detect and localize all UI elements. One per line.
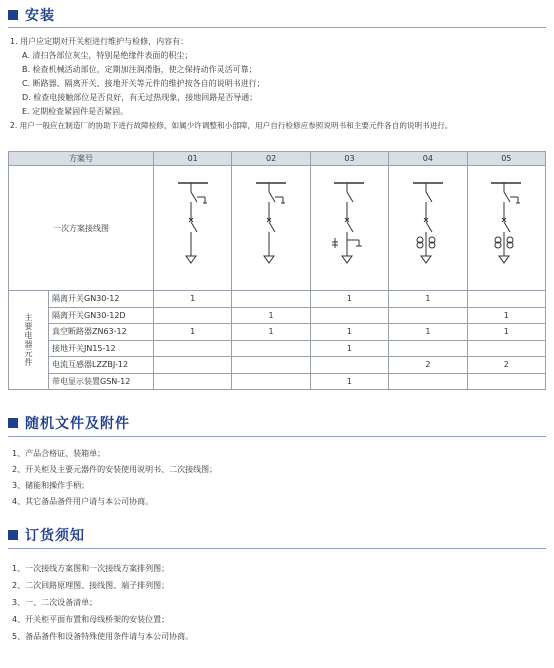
wiring-diagram-04-icon [398, 178, 458, 278]
section-divider [8, 548, 546, 549]
table-row [9, 357, 546, 374]
ordering-item: 3、一、二次设备清单； [12, 598, 98, 607]
qty-cell [467, 340, 545, 357]
qty-cell [154, 307, 232, 324]
qty-cell [467, 291, 545, 308]
qty-cell: 1 [467, 324, 545, 341]
documents-item: 1、产品合格证、装箱单； [12, 449, 106, 458]
documents-item: 2、开关柜及主要元器件的安装使用说明书、二次接线图； [12, 465, 218, 474]
scheme-number: 03 [310, 152, 388, 166]
scheme-number: 04 [389, 152, 467, 166]
wiring-diagram-01 [154, 166, 232, 291]
qty-cell [310, 307, 388, 324]
component-name: 带电显示装置GSN-12 [49, 373, 154, 390]
diagram-row [9, 166, 546, 291]
ordering-item: 5、备品备件和设备特殊使用条件请与本公司协商。 [12, 632, 194, 641]
qty-cell [232, 291, 310, 308]
qty-cell: 2 [467, 357, 545, 374]
qty-cell [232, 340, 310, 357]
ordering-item: 2、二次回路原理图、接线图、端子排列图； [12, 581, 170, 590]
component-name: 接地开关JN15-12 [49, 340, 154, 357]
install-subitem: E. 定期检查紧固件是否紧固。 [22, 107, 129, 116]
wiring-diagram-03-icon [319, 178, 379, 278]
qty-cell [154, 340, 232, 357]
install-subitem: A. 清扫各部位灰尘，特别是绝缘件表面的积尘； [22, 51, 193, 60]
qty-cell [232, 373, 310, 390]
section-ordering-heading [8, 524, 85, 546]
install-subitem: C. 断路器、隔离开关、接地开关等元件的维护按各自的说明书进行； [22, 79, 265, 88]
wiring-diagram-04 [389, 166, 467, 291]
wiring-diagram-02-icon [241, 178, 301, 278]
qty-cell: 1 [310, 373, 388, 390]
qty-cell [154, 373, 232, 390]
qty-cell [232, 357, 310, 374]
scheme-table [8, 151, 546, 390]
table-row [9, 291, 546, 308]
scheme-number: 05 [467, 152, 545, 166]
qty-cell [154, 357, 232, 374]
scheme-number: 02 [232, 152, 310, 166]
section-title: 安装 [25, 8, 55, 24]
install-item-2: 2. 用户一般应在制造厂的协助下进行故障检修，如属少许调整和小部障，用户自行检修应参照说明书和主要元件各自的说明书进行。 [10, 121, 453, 130]
documents-item: 4、其它备品备件用户请与本公司协商。 [12, 497, 154, 506]
table-row [9, 324, 546, 341]
section-title: 订货须知 [25, 528, 85, 544]
install-subitem: B. 检查机械活动部位，定期加注润滑脂，使之保持动作灵活可靠； [22, 65, 257, 74]
ordering-item: 1、一次接线方案图和一次接线方案排列图； [12, 564, 170, 573]
qty-cell: 2 [389, 357, 467, 374]
component-name: 真空断路器ZN63-12 [49, 324, 154, 341]
qty-cell [389, 340, 467, 357]
square-bullet-icon [8, 10, 18, 20]
component-name: 电流互感器LZZBJ-12 [49, 357, 154, 374]
section-divider [8, 27, 546, 28]
qty-cell [389, 307, 467, 324]
square-bullet-icon [8, 530, 18, 540]
wiring-diagram-05-icon [476, 178, 536, 278]
square-bullet-icon [8, 418, 18, 428]
qty-cell: 1 [310, 324, 388, 341]
qty-cell [310, 357, 388, 374]
qty-cell [389, 373, 467, 390]
qty-cell: 1 [310, 291, 388, 308]
qty-cell: 1 [389, 324, 467, 341]
wiring-diagram-03 [310, 166, 388, 291]
qty-cell: 1 [389, 291, 467, 308]
ordering-item: 4、开关柜平面布置和母线桥架的安装位置； [12, 615, 170, 624]
wiring-diagram-01-icon [163, 178, 223, 278]
qty-cell [467, 373, 545, 390]
header-label: 方案号 [9, 152, 154, 166]
qty-cell: 1 [154, 324, 232, 341]
table-row [9, 340, 546, 357]
group-label: 主要电器元件 [9, 291, 49, 390]
table-row [9, 373, 546, 390]
wiring-diagram-05 [467, 166, 545, 291]
qty-cell: 1 [467, 307, 545, 324]
table-row [9, 307, 546, 324]
documents-item: 3、储能和操作手柄； [12, 481, 90, 490]
section-documents-heading [8, 412, 130, 434]
qty-cell: 1 [232, 307, 310, 324]
install-subitem: D. 检查电接触部位是否良好，有无过热现象，接地回路是否导通； [22, 93, 258, 102]
qty-cell: 1 [154, 291, 232, 308]
scheme-number: 01 [154, 152, 232, 166]
component-name: 隔离开关GN30-12 [49, 291, 154, 308]
section-title: 随机文件及附件 [25, 416, 130, 432]
table-header-row [9, 152, 546, 166]
diagram-label: 一次方案接线图 [9, 166, 154, 291]
component-name: 隔离开关GN30-12D [49, 307, 154, 324]
qty-cell: 1 [232, 324, 310, 341]
section-install-heading [8, 4, 55, 26]
section-divider [8, 436, 546, 437]
install-item-1: 1. 用户应定期对开关柜进行维护与检修，内容有： [10, 37, 189, 46]
wiring-diagram-02 [232, 166, 310, 291]
qty-cell: 1 [310, 340, 388, 357]
